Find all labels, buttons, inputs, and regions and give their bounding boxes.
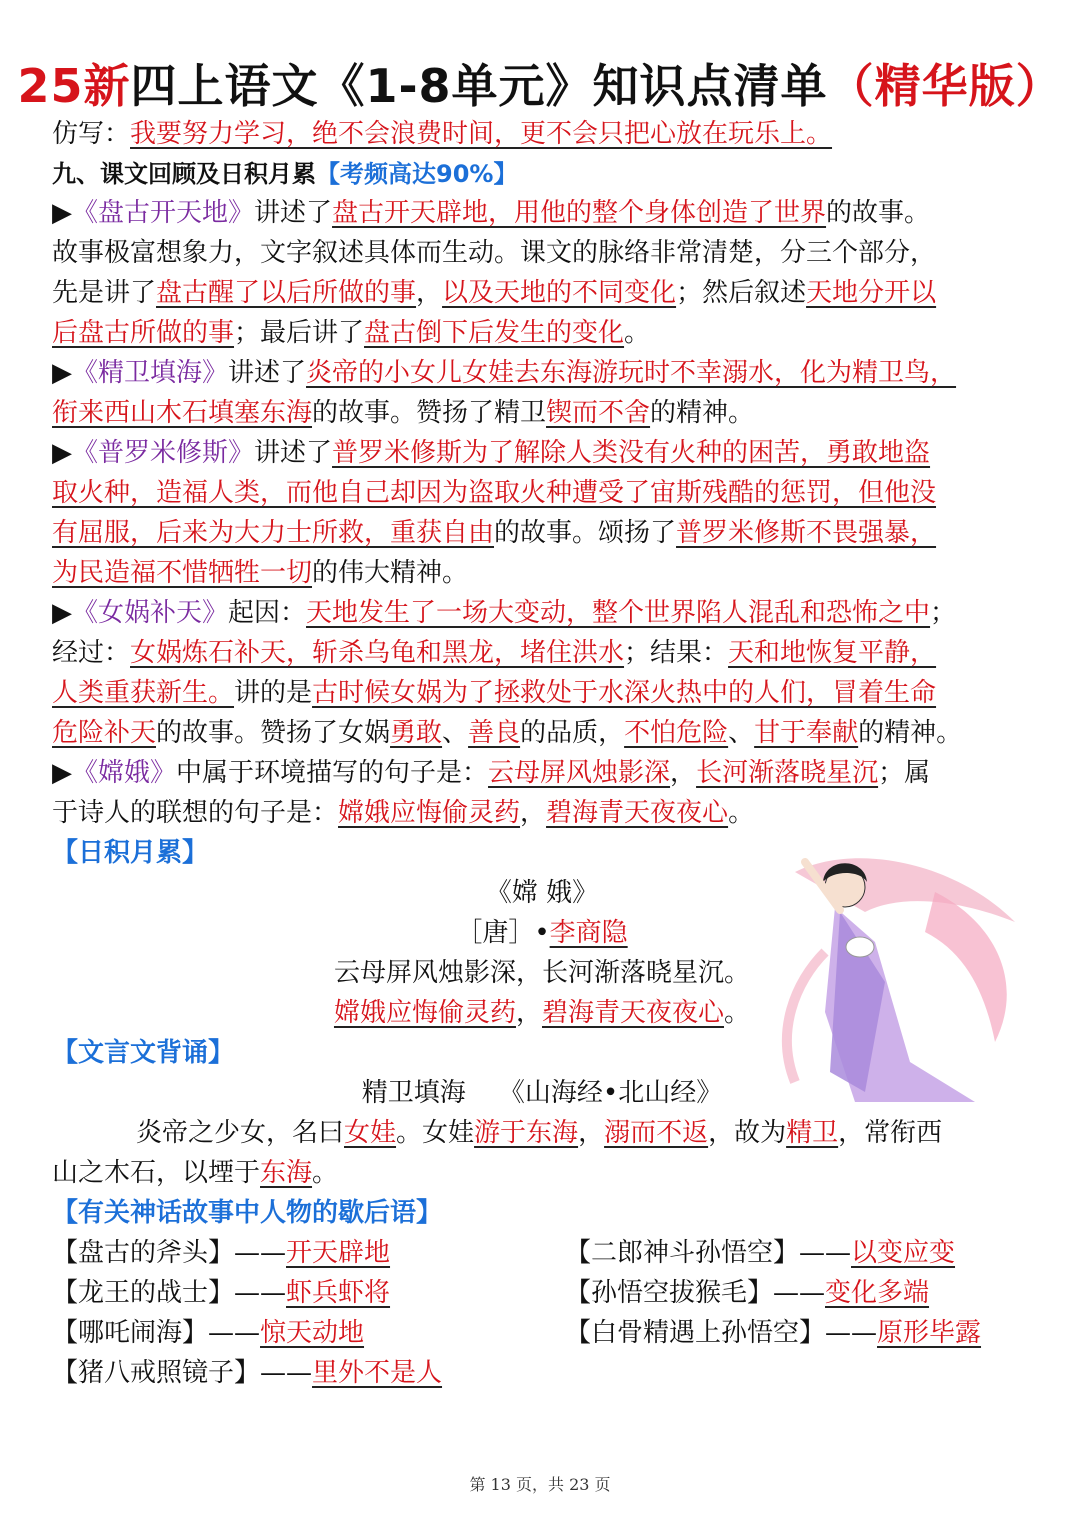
prometheus-line-1: ▶《普罗米修斯》讲述了普罗米修斯为了解除人类没有火种的困苦，勇敢地盗 (52, 438, 931, 468)
bullet-icon: ▶ (52, 598, 72, 628)
poem-line-2: 嫦娥应悔偷灵药，碧海青天夜夜心。 (333, 998, 751, 1028)
xiehouyu-item: 【猪八戒照镜子】——里外不是人 (52, 1358, 443, 1388)
nuwa-line-1: ▶《女娲补天》起因：天地发生了一场大变动，整个世界陷人混乱和恐怖之中； (52, 598, 957, 628)
imitation-line: 仿写：我要努力学习，绝不会浪费时间，更不会只把心放在玩乐上。 (52, 119, 833, 149)
bullet-icon: ▶ (52, 438, 72, 468)
prometheus-line-4: 为民造福不惜牺牲一切的伟大精神。 (52, 558, 469, 588)
xiehouyu-heading: 【有关神话故事中人物的歇后语】 (52, 1198, 443, 1228)
xiehouyu-item: 【二郎神斗孙悟空】——以变应变 (565, 1238, 956, 1268)
nuwa-line-2: 经过：女娲炼石补天，斩杀乌龟和黑龙，堵住洪水；结果：天和地恢复平静， (52, 638, 937, 668)
xiehouyu-item: 【龙王的战士】——虾兵虾将 (52, 1278, 391, 1308)
jingwei-line-1: ▶《精卫填海》讲述了炎帝的小女儿女娃去东海游玩时不幸溺水，化为精卫鸟， (52, 358, 957, 388)
poem-title: 《嫦 娥》 (485, 878, 599, 908)
xiehouyu-item: 【哪吒闹海】——惊天动地 (52, 1318, 365, 1348)
prometheus-line-3: 有屈服，后来为大力士所救，重获自由的故事。颂扬了普罗米修斯不畏强暴， (52, 518, 937, 548)
poem-author-line: ［唐］•李商隐 (456, 918, 628, 948)
nuwa-line-3: 人类重获新生。讲的是古时候女娲为了拯救处于水深火热中的人们，冒着生命 (52, 678, 937, 708)
xiehouyu-item: 【盘古的斧头】——开天辟地 (52, 1238, 391, 1268)
pangu-line-2: 故事极富想象力，文字叙述具体而生动。课文的脉络非常清楚，分三个部分， (52, 238, 937, 268)
pangu-line-3: 先是讲了盘古醒了以后所做的事，以及天地的不同变化；然后叙述天地分开以 (52, 278, 937, 308)
jingwei-line-2: 衔来西山木石填塞东海的故事。赞扬了精卫锲而不舍的精神。 (52, 398, 755, 428)
change-line-1: ▶《嫦娥》中属于环境描写的句子是：云母屏风烛影深，长河渐落晓星沉；属 (52, 758, 931, 788)
poem-line-1: 云母屏风烛影深，长河渐落晓星沉。 (333, 958, 750, 988)
change-line-2: 于诗人的联想的句子是：嫦娥应悔偷灵药，碧海青天夜夜心。 (52, 798, 755, 828)
xiehouyu-item: 【白骨精遇上孙悟空】——原形毕露 (565, 1318, 982, 1348)
classical-line-2: 山之木石，以堙于东海。 (52, 1158, 339, 1188)
classical-line-1: 炎帝之少女，名曰女娃。女娃游于东海，溺而不返，故为精卫，常衔西 (136, 1118, 943, 1148)
pangu-line-4: 后盘古所做的事；最后讲了盘古倒下后发生的变化。 (52, 318, 651, 348)
xiehouyu-item: 【孙悟空拔猴毛】——变化多端 (565, 1278, 930, 1308)
pangu-line-1: ▶《盘古开天地》讲述了盘古开天辟地，用他的整个身体创造了世界的故事。 (52, 198, 931, 228)
bullet-icon: ▶ (52, 198, 72, 228)
page-title: 25新四上语文《1-8单元》知识点清单（精华版） (17, 59, 1063, 113)
bullet-icon: ▶ (52, 358, 72, 388)
classical-heading: 【文言文背诵】 (52, 1038, 235, 1068)
prometheus-line-2: 取火种，造福人类，而他自己却因为盗取火种遭受了宙斯残酷的惩罚，但他没 (52, 478, 937, 508)
bullet-icon: ▶ (52, 758, 72, 788)
classical-title-line: 精卫填海 《山海经•北山经》 (361, 1078, 723, 1108)
nuwa-line-4: 危险补天的故事。赞扬了女娲勇敢、善良的品质，不怕危险、甘于奉献的精神。 (52, 718, 963, 748)
page-number: 第 13 页，共 23 页 (469, 1475, 611, 1494)
section9-heading: 九、课文回顾及日积月累【考频高达90%】 (52, 160, 518, 188)
daily-heading: 【日积月累】 (52, 838, 209, 868)
